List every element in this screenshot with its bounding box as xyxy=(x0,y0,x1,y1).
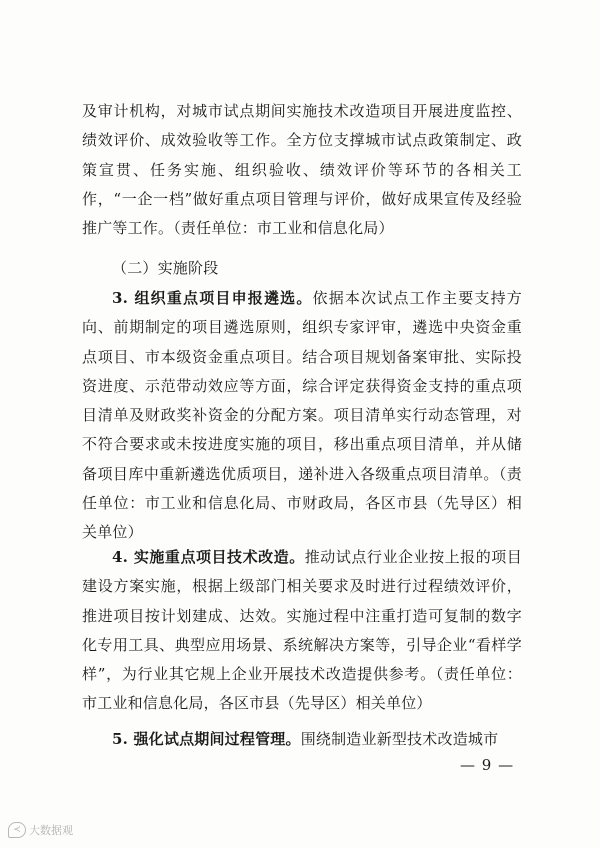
item-3-body: 依据本次试点工作主要支持方向、前期制定的项目遴选原则，组织专家评审，遴选中央资金重点项目、市本级资金重点项目。结合项目规划备案审批、实际投资进度、示范带动效应等方面，综合评定获得资金支持的重点项目清单及财政奖补资金的分配方案。项目清单实行动态管理，对不符合要求或未按进度实施的项目，移出重点项目清单，并从储备项目库中重新遴选优质项目，递补进入各级重点项目清单。（责任单位：市工业和信息化局、市财政局，各区市县（先导区）相关单位） xyxy=(82,289,522,542)
watermark-text: 大数据观 xyxy=(29,824,73,837)
item-4-body: 推动试点行业企业按上报的项目建设方案实施，根据上级部门相关要求及时进行过程绩效评价，推进项目按计划建成、达效。实施过程中注重打造可复制的数字化专用工具、典型应用场景、系统解决方案等，引导企业“看样学样”，为行业其它规上企业开展技术改造提供参考。（责任单位：市工业和信息化局，各区市县（先导区）相关单位） xyxy=(82,548,522,713)
item-4-title: 4. 实施重点项目技术改造。 xyxy=(112,548,305,566)
speech-bubble-icon: ≺ xyxy=(8,822,26,838)
watermark xyxy=(8,822,73,838)
paragraph-item-3 xyxy=(82,284,522,548)
item-3-title: 3. 组织重点项目申报遴选。 xyxy=(112,289,313,307)
paragraph-item-4 xyxy=(82,543,522,719)
paragraph-audit: 及审计机构，对城市试点期间实施技术改造项目开展进度监控、绩效评价、成效验收等工作。全方位支撑城市试点政策制定、政策宣贯、任务实施、组织验收、绩效评价等环节的各相关工作，“一企一档”做好重点项目管理与评价，做好成果宣传及经验推广等工作。（责任单位：市工业和信息化局） xyxy=(82,102,522,238)
page-number: — 9 — xyxy=(460,756,515,774)
item-5-body: 围绕制造业新型技术改造城市 xyxy=(300,730,499,748)
item-5-title: 5. 强化试点期间过程管理。 xyxy=(112,730,301,748)
section-heading: （二）实施阶段 xyxy=(112,259,219,277)
paragraph-item-5 xyxy=(82,725,522,754)
